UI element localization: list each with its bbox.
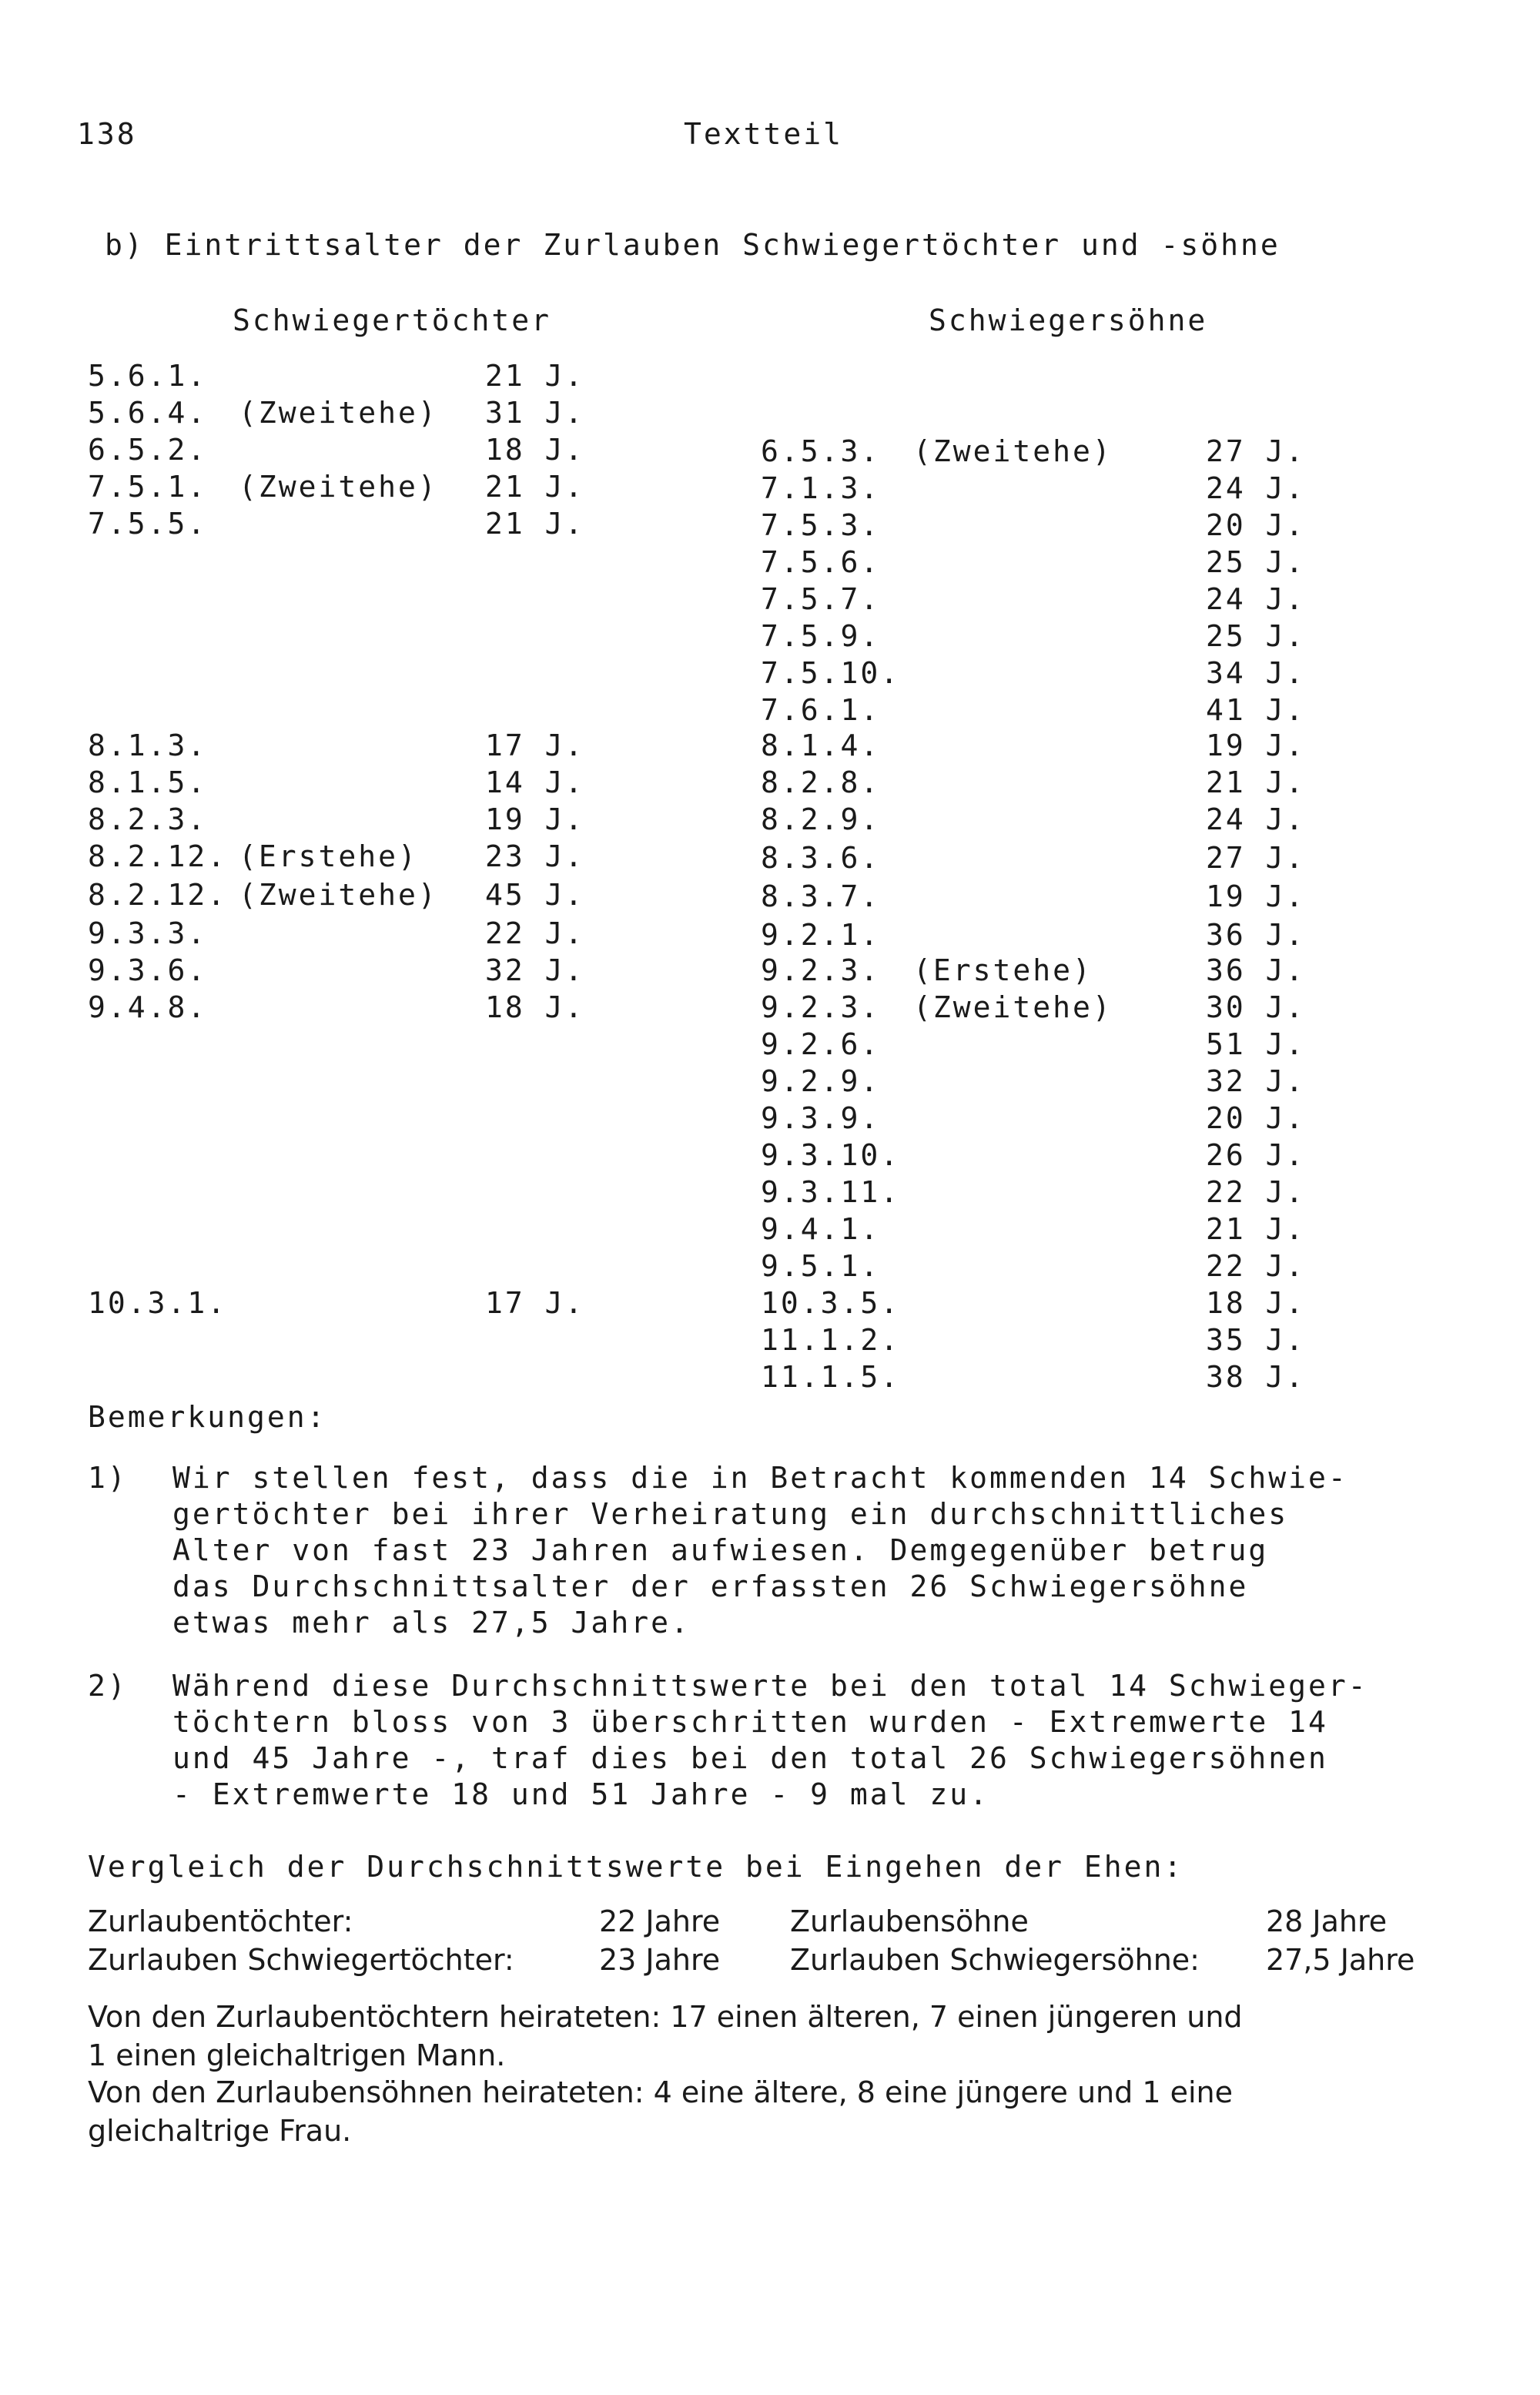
entry-age: 21 J. (485, 470, 585, 504)
table-row (88, 357, 704, 394)
table-row (761, 878, 1377, 915)
entry-age: 41 J. (1206, 693, 1306, 727)
table-row (88, 394, 704, 431)
genealogy-code: 10.3.5. (761, 1286, 901, 1320)
remark-text: Während diese Durchschnittswerte bei den total 14 Schwieger- töchtern bloss von 3 überschritten wurden - Extremwerte 14 und 45 Jahre -, traf dies bei den total 26 Schwiegersöhnen - Extremwerte 18 und 51 Jahre - 9 mal zu. (172, 1669, 1368, 1811)
table-row (761, 1063, 1377, 1100)
entry-age: 24 J. (1206, 582, 1306, 616)
comparison-value: 28 Jahre (1266, 1904, 1388, 1938)
table-row (761, 692, 1377, 729)
comparison-value: 22 Jahre (599, 1904, 721, 1938)
genealogy-code: 8.2.8. (761, 765, 881, 799)
remark-number: 1) (88, 1461, 128, 1495)
table-row (88, 989, 704, 1026)
entry-age: 18 J. (485, 990, 585, 1024)
genealogy-code: 9.5.1. (761, 1249, 881, 1283)
entry-age: 14 J. (485, 765, 585, 799)
entry-age: 36 J. (1206, 953, 1306, 987)
marriage-note: (Zweitehe) (239, 878, 438, 912)
section-heading: b) Eintrittsalter der Zurlauben Schwiegertöchter und -söhne (105, 228, 1281, 262)
remarks-label: Bemerkungen: (88, 1400, 327, 1434)
table-row (761, 1137, 1377, 1174)
table-row (88, 915, 704, 952)
entry-age: 35 J. (1206, 1323, 1306, 1357)
entry-age: 23 J. (485, 839, 585, 873)
genealogy-code: 9.4.1. (761, 1212, 881, 1246)
table-row (761, 1321, 1377, 1358)
table-row (88, 727, 704, 764)
table-row (761, 507, 1377, 544)
comparison-label: Zurlauben Schwiegersöhne: (790, 1943, 1200, 1977)
table-row (88, 838, 704, 875)
entry-age: 21 J. (1206, 1212, 1306, 1246)
genealogy-code: 8.1.5. (88, 765, 208, 799)
entry-age: 27 J. (1206, 841, 1306, 875)
column-heading-sons-in-law: Schwiegersöhne (929, 303, 1208, 337)
entry-age: 25 J. (1206, 619, 1306, 653)
genealogy-code: 9.3.3. (88, 916, 208, 950)
table-row (88, 952, 704, 989)
entry-age: 24 J. (1206, 802, 1306, 836)
genealogy-code: 11.1.2. (761, 1323, 901, 1357)
genealogy-code: 9.3.6. (88, 953, 208, 987)
genealogy-code: 9.3.11. (761, 1175, 901, 1209)
entry-age: 22 J. (1206, 1175, 1306, 1209)
table-row (88, 876, 704, 913)
genealogy-code: 8.2.12. (88, 878, 228, 912)
genealogy-code: 8.2.9. (761, 802, 881, 836)
table-row (761, 1285, 1377, 1321)
genealogy-code: 7.1.3. (761, 471, 881, 505)
genealogy-code: 7.5.5. (88, 507, 208, 541)
entry-age: 30 J. (1206, 990, 1306, 1024)
genealogy-code: 9.2.9. (761, 1064, 881, 1098)
table-row (761, 989, 1377, 1026)
genealogy-code: 7.5.10. (761, 656, 901, 690)
table-row (761, 618, 1377, 655)
genealogy-code: 7.5.6. (761, 545, 881, 579)
table-row (761, 581, 1377, 618)
genealogy-code: 6.5.2. (88, 433, 208, 467)
table-row (761, 952, 1377, 989)
genealogy-code: 9.3.10. (761, 1138, 901, 1172)
genealogy-code: 8.3.7. (761, 879, 881, 913)
table-row (761, 1100, 1377, 1137)
genealogy-code: 8.3.6. (761, 841, 881, 875)
genealogy-code: 8.2.3. (88, 802, 208, 836)
genealogy-code: 9.3.9. (761, 1101, 881, 1135)
entry-age: 34 J. (1206, 656, 1306, 690)
entry-age: 32 J. (1206, 1064, 1306, 1098)
genealogy-code: 9.2.3. (761, 953, 881, 987)
table-row (761, 470, 1377, 507)
genealogy-code: 6.5.3. (761, 434, 881, 468)
marriage-note: (Zweitehe) (913, 434, 1113, 468)
entry-age: 18 J. (1206, 1286, 1306, 1320)
table-row (761, 1358, 1377, 1395)
table-row (88, 1285, 704, 1321)
table-row (88, 505, 704, 542)
marriage-note: (Zweitehe) (913, 990, 1113, 1024)
entry-age: 17 J. (485, 1286, 585, 1320)
table-row (761, 1174, 1377, 1211)
genealogy-code: 7.5.9. (761, 619, 881, 653)
entry-age: 18 J. (485, 433, 585, 467)
column-heading-daughters-in-law: Schwiegertöchter (233, 303, 552, 337)
comparison-value: 27,5 Jahre (1266, 1943, 1415, 1977)
comparison-value: 23 Jahre (599, 1943, 721, 1977)
genealogy-code: 9.4.8. (88, 990, 208, 1024)
table-row (761, 1248, 1377, 1285)
closing-paragraph-daughters: Von den Zurlaubentöchtern heirateten: 17 einen älteren, 7 einen jüngeren und 1 einen gleichaltrigen Mann. (88, 2000, 1243, 2072)
entry-age: 20 J. (1206, 508, 1306, 542)
genealogy-code: 5.6.1. (88, 359, 208, 393)
entry-age: 25 J. (1206, 545, 1306, 579)
entry-age: 27 J. (1206, 434, 1306, 468)
genealogy-code: 9.2.1. (761, 918, 881, 952)
table-row (88, 468, 704, 505)
genealogy-code: 9.2.6. (761, 1027, 881, 1061)
entry-age: 45 J. (485, 878, 585, 912)
marriage-note: (Erstehe) (239, 839, 418, 873)
table-row (761, 1026, 1377, 1063)
entry-age: 32 J. (485, 953, 585, 987)
genealogy-code: 9.2.3. (761, 990, 881, 1024)
table-row (88, 764, 704, 801)
genealogy-code: 8.1.4. (761, 729, 881, 762)
closing-paragraph-sons: Von den Zurlaubensöhnen heirateten: 4 eine ältere, 8 eine jüngere und 1 eine gleichaltrige Frau. (88, 2075, 1233, 2148)
remark-number: 2) (88, 1669, 128, 1703)
table-row (761, 727, 1377, 764)
entry-age: 22 J. (485, 916, 585, 950)
genealogy-code: 7.6.1. (761, 693, 881, 727)
remark-text: Wir stellen fest, dass die in Betracht kommenden 14 Schwie- gertöchter bei ihrer Verheiratung ein durchschnittliches Alter von fast 23 Jahren aufwiesen. Demgegenüber betrug das Durchschnittsalter der erfassten 26 Schwiegersöhne etwas mehr als 27,5 Jahre. (172, 1461, 1348, 1640)
table-row (88, 801, 704, 838)
entry-age: 31 J. (485, 396, 585, 430)
table-row (761, 433, 1377, 470)
genealogy-code: 10.3.1. (88, 1286, 228, 1320)
entry-age: 26 J. (1206, 1138, 1306, 1172)
table-row (88, 431, 704, 468)
genealogy-code: 7.5.7. (761, 582, 881, 616)
marriage-note: (Zweitehe) (239, 396, 438, 430)
table-row (761, 839, 1377, 876)
entry-age: 17 J. (485, 729, 585, 762)
genealogy-code: 7.5.1. (88, 470, 208, 504)
table-row (761, 1211, 1377, 1248)
genealogy-code: 8.1.3. (88, 729, 208, 762)
entry-age: 22 J. (1206, 1249, 1306, 1283)
entry-age: 21 J. (485, 507, 585, 541)
marriage-note: (Erstehe) (913, 953, 1093, 987)
genealogy-code: 5.6.4. (88, 396, 208, 430)
entry-age: 19 J. (1206, 879, 1306, 913)
entry-age: 51 J. (1206, 1027, 1306, 1061)
table-row (761, 764, 1377, 801)
entry-age: 19 J. (485, 802, 585, 836)
table-row (761, 801, 1377, 838)
entry-age: 21 J. (485, 359, 585, 393)
entry-age: 24 J. (1206, 471, 1306, 505)
entry-age: 19 J. (1206, 729, 1306, 762)
entry-age: 20 J. (1206, 1101, 1306, 1135)
comparison-label: Zurlauben Schwiegertöchter: (88, 1943, 514, 1977)
comparison-title: Vergleich der Durchschnittswerte bei Eingehen der Ehen: (88, 1850, 1184, 1884)
entry-age: 36 J. (1206, 918, 1306, 952)
comparison-label: Zurlaubentöchter: (88, 1904, 353, 1938)
genealogy-code: 11.1.5. (761, 1360, 901, 1394)
table-row (761, 544, 1377, 581)
genealogy-code: 7.5.3. (761, 508, 881, 542)
table-row (761, 916, 1377, 953)
entry-age: 38 J. (1206, 1360, 1306, 1394)
genealogy-code: 8.2.12. (88, 839, 228, 873)
table-row (761, 655, 1377, 692)
page-number: 138 (77, 117, 137, 151)
comparison-label: Zurlaubensöhne (790, 1904, 1029, 1938)
entry-age: 21 J. (1206, 765, 1306, 799)
running-head: Textteil (684, 117, 844, 151)
marriage-note: (Zweitehe) (239, 470, 438, 504)
